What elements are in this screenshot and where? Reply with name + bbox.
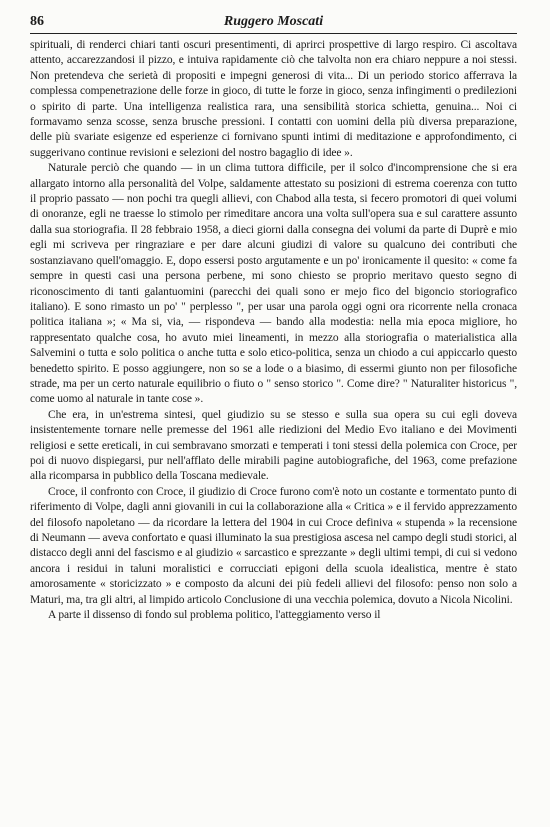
body-text <box>30 38 517 623</box>
paragraph: Naturale perciò che quando — in un clima tuttora difficile, per il solco d'incomprensione che si era allargato intorno alla personalità del Volpe, saldamente attestato su posizioni di estrema coerenza con tutto il proprio passato — non pochi tra quegli allievi, con Chabod alla testa, si fecero promotori di quei volumi di onoranze, egli ne traesse lo stimolo per rimeditare ancora una volta sull'opera sua e sul carattere assunto dalla sua storiografia. Il 28 febbraio 1958, a dieci giorni dalla consegna dei volumi da parte di Duprè e mio egli mi scriveva per ringraziare e per dare alcuni giudizi di valore su qualcuno dei contributi che sostanziavano quell'omaggio. E, dopo essersi posto argutamente e un po' ironicamente il quesito: « come fa sempre in questi casi una persona perbene, mi sono chiesto se proprio meritavo questo segno di riconoscimento di tanti galantuomini (parecchi dei quali sono er mejo fico del bigoncio storiografico italiano). E sono rimasto un po' " perplesso ", per usar una parola oggi ogni ora ricorrente nella cronaca politica italiana »; « Ma si, via, — rispondeva — bando alla modestia: nella mia epoca migliore, ho rappresentato qualche cosa, ho avuto miei lineamenti, in mezzo alla storiografia o materialistica alla Salvemini o tutta e solo politica o anche tutta e solo etico-politica, senza un chiodo a cui appiccarlo questo benedetto spirito. E posso aggiungere, non so se a lode o a biasimo, di essermi giunto non per filosofiche strade, ma per un certo naturale equilibrio o fiuto o " senso storico ". Come dire? " Naturaliter historicus ", come uomo al naturale in tante cose ». <box>30 162 517 406</box>
page-header <box>30 12 517 34</box>
paragraph-continuation: spirituali, di renderci chiari tanti oscuri presentimenti, di aprirci prospettive di largo respiro. Ci ascoltava attento, accarezzandosi il pizzo, e intuiva rapidamente ciò che talvolta non era chiaro neppure a noi stessi. Non pretendeva che serietà di propositi e impegni generosi di vita... Di un periodo storico afferrava la complessa compenetrazione delle forze in gioco, di tutte le forze in gioco, senza infingimenti o predilezioni o spirito di parte. Una intelligenza realistica rara, una sensibilità storica schietta, genuina... Noi ci formavamo senza scosse, senza brusche pressioni. I contatti con uomini della più diversa preparazione, delle più svariate esigenze ed esperienze ci fornivano spunti intimi di meditazione e approfondimento, ci suggerivano continue revisioni e selezioni del nostro bagaglio di idee ». <box>30 39 517 159</box>
paragraph: A parte il dissenso di fondo sul problema politico, l'atteggiamento verso il <box>48 609 381 622</box>
paragraph: Croce, il confronto con Croce, il giudizio di Croce furono com'è noto un costante e tormentato punto di riferimento di Volpe, dagli anni giovanili in cui la collaborazione alla « Critica » e il fervido apprezzamento del filosofo napoletano — da ricordare la lettera del 1904 in cui Croce definiva « stupenda » la recensione di Neumann — aveva confortato e quasi illuminato la sua prestigiosa ascesa nel campo degli studi storici, al distacco degli anni del fascismo e al giudizio « sarcastico e sprezzante » degli ultimi tempi, di cui si vedono ancora i residui in taluni moralistici e corrucciati epigoni della scuola idealistica, mentre è stato amorosamente « storicizzato » e composto da alcuni dei più fedeli allievi del filosofo: penso non solo a Maturi, ma, tra gli altri, al limpido articolo Conclusione di una vecchia polemica, dovuto a Nicola Nicolini. <box>30 485 517 606</box>
paragraph: Che era, in un'estrema sintesi, quel giudizio su se stesso e sulla sua opera su cui egli doveva insistentemente tornare nelle premesse del 1961 alle riedizioni del Medio Evo italiano e dei Movimenti religiosi e sette ereticali, in cui sembravano smorzati e temperati i toni stessi della polemica con Croce, per poi di nuovo dispiegarsi, pur nell'afflato delle mirabili pagine autobiografiche, del 1963, come prefazione alla ricomparsa in pubblico della Toscana medievale. <box>30 408 517 483</box>
page-number: 86 <box>30 14 44 29</box>
header-rule <box>30 33 517 34</box>
running-head: Ruggero Moscati <box>223 14 324 29</box>
